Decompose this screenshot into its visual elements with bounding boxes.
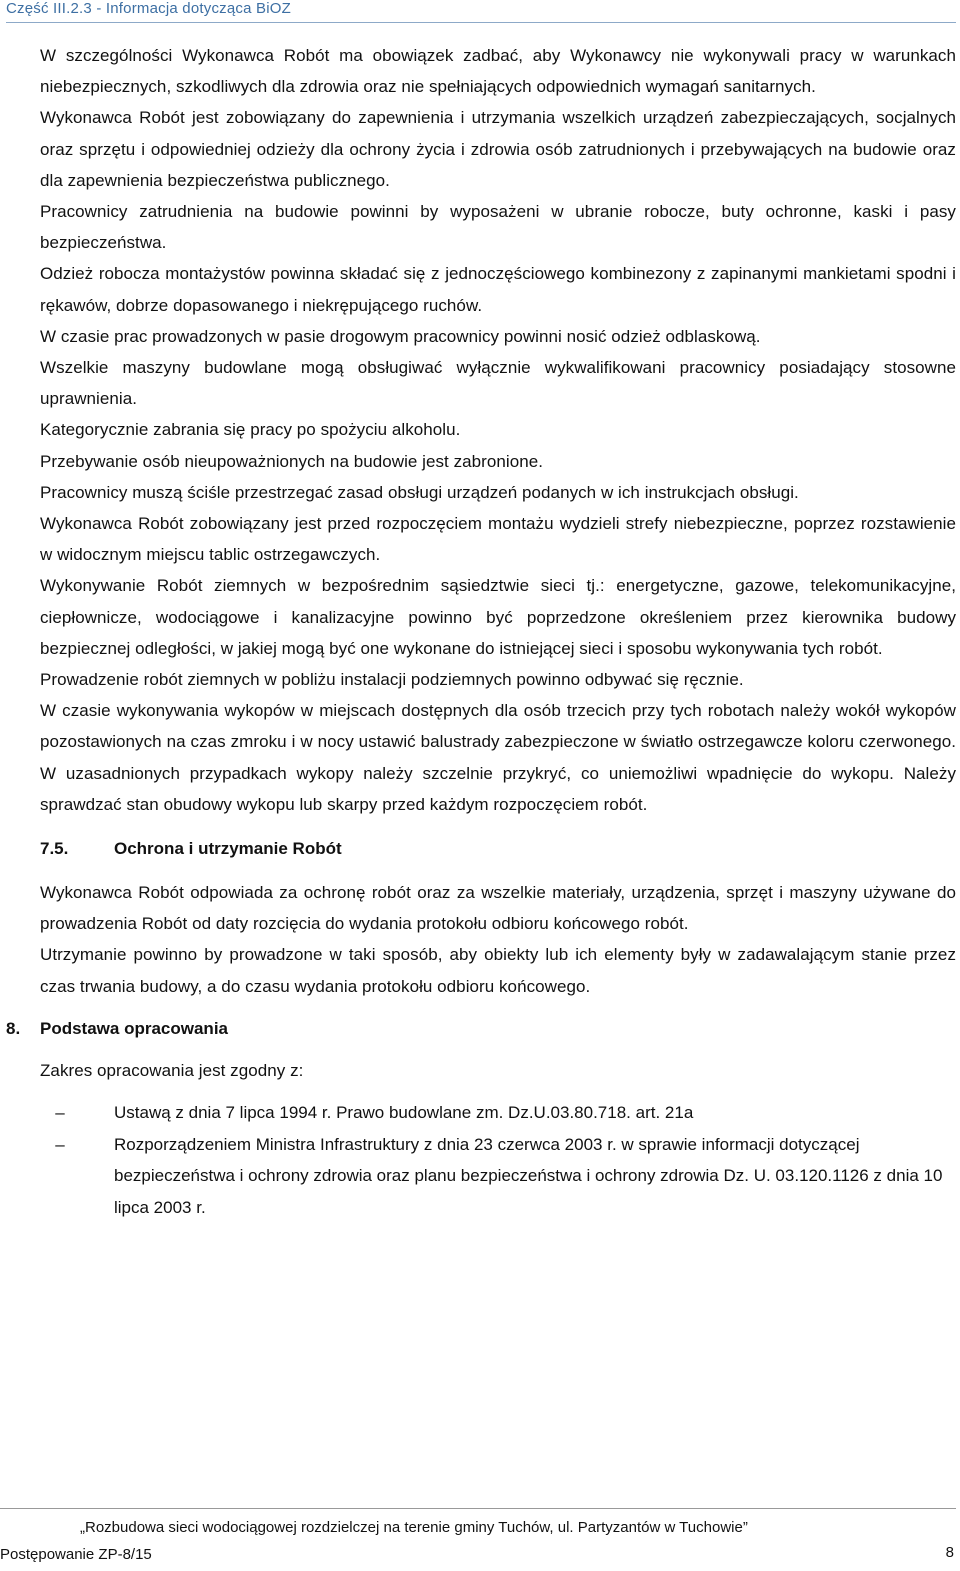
paragraph: Odzież robocza montażystów powinna składać się z jednoczęściowego kombinezony z zapinanymi mankietami spodni i rękawów, dobrze dopasowanego i niekrępującego ruchów. [40, 264, 956, 315]
page-header [6, 0, 956, 23]
page-number: 8 [945, 1544, 954, 1561]
paragraph: Kategorycznie zabrania się pracy po spożyciu alkoholu. [40, 420, 461, 440]
footer-case-number: Postępowanie ZP-8/15 [0, 1546, 152, 1563]
paragraph: Wykonawca Robót zobowiązany jest przed rozpoczęciem montażu wydzieli strefy niebezpieczne, poprzez rozstawienie w widocznym miejscu tablic ostrzegawczych. [40, 514, 956, 565]
paragraph: W szczególności Wykonawca Robót ma obowiązek zadbać, aby Wykonawcy nie wykonywali pracy w warunkach niebezpiecznych, szkodliwych dla zdrowia oraz nie spełniających odpowiednich wymagań sanitarnych. [40, 46, 956, 97]
paragraph: Pracownicy muszą ściśle przestrzegać zasad obsługi urządzeń podanych w ich instrukcjach obsługi. [40, 482, 799, 502]
paragraph: Wszelkie maszyny budowlane mogą obsługiwać wyłącznie wykwalifikowani pracownicy posiadający stosowne uprawnienia. [40, 358, 956, 409]
section-title: Ochrona i utrzymanie Robót [114, 839, 342, 859]
paragraph: Wykonawca Robót odpowiada za ochronę robót oraz za wszelkie materiały, urządzenia, sprzęt i maszyny używane do prowadzenia Robót od daty rozcięcia do wydania protokołu odbioru końcowego robót. [40, 883, 956, 934]
paragraph: Pracownicy zatrudnienia na budowie powinni by wyposażeni w ubranie robocze, buty ochronne, kaski i pasy bezpieczeństwa. [40, 202, 956, 253]
list-item [40, 1129, 956, 1224]
section-heading-8 [6, 1013, 956, 1044]
section-heading-7-5 [40, 833, 956, 864]
section-number: 8. [6, 1018, 21, 1038]
paragraph: Utrzymanie powinno by prowadzone w taki sposób, aby obiekty lub ich elementy były w zadawalającym stanie przez czas trwania budowy, a do czasu wydania protokołu odbioru końcowego. [40, 945, 956, 996]
paragraph: Wykonywanie Robót ziemnych w bezpośrednim sąsiedztwie sieci tj.: energetyczne, gazowe, telekomunikacyjne, ciepłownicze, wodociągowe i kanalizacyjne powinno być poprzedzone określeniem przez kierownika budowy bezpiecznej odległości, w jakiej mogą być one wykonane do istniejącej sieci i sposobu wykonywania tych robót. [40, 576, 956, 658]
document-body [6, 40, 956, 1223]
paragraph: W czasie wykonywania wykopów w miejscach dostępnych dla osób trzecich przy tych robotach należy wokół wykopów pozostawionych na czas zmroku i w nocy ustawić balustrady zabezpieczone w światło ostrzegawcze koloru czerwonego. W uzasadnionych przypadkach wykopy należy szczelnie przykryć, co uniemożliwi wpadnięcie do wykopu. Należy sprawdzać stan obudowy wykopu lub skarpy przed każdym rozpoczęciem robót. [40, 701, 956, 814]
paragraph: Wykonawca Robót jest zobowiązany do zapewnienia i utrzymania wszelkich urządzeń zabezpieczających, socjalnych oraz sprzętu i odpowiedniej odzieży dla ochrony życia i zdrowia osób zatrudnionych i przebywających na budowie oraz dla zapewnienia bezpieczeństwa publicznego. [40, 108, 956, 190]
section-number: 7.5. [40, 839, 69, 859]
header-title: Część III.2.3 - Informacja dotycząca BiOZ [6, 0, 291, 17]
dash-marker: – [55, 1134, 65, 1154]
reference-list [40, 1097, 956, 1223]
paragraph: Przebywanie osób nieupoważnionych na budowie jest zabronione. [40, 451, 543, 471]
list-item-text: Rozporządzeniem Ministra Infrastruktury z dnia 23 czerwca 2003 r. w sprawie informacji dotyczącej bezpieczeństwa i ochrony zdrowia oraz planu bezpieczeństwa i ochrony zdrowia Dz. U. 03.120.1126 z dnia 10 lipca 2003 r. [114, 1134, 943, 1217]
list-item [40, 1097, 956, 1129]
section-intro: Zakres opracowania jest zgodny z: [40, 1060, 304, 1080]
footer-divider [0, 1508, 956, 1509]
paragraph: W czasie prac prowadzonych w pasie drogowym pracownicy powinni nosić odzież odblaskową. [40, 326, 761, 346]
paragraph: Prowadzenie robót ziemnych w pobliżu instalacji podziemnych powinno odbywać się ręcznie. [40, 670, 744, 690]
section-title: Podstawa opracowania [40, 1018, 228, 1038]
footer-project-title: „Rozbudowa sieci wodociągowej rozdzielczej na terenie gminy Tuchów, ul. Partyzantów w Tuchowie” [80, 1519, 748, 1536]
list-item-text: Ustawą z dnia 7 lipca 1994 r. Prawo budowlane zm. Dz.U.03.80.718. art. 21a [114, 1103, 694, 1123]
dash-marker: – [55, 1103, 65, 1123]
